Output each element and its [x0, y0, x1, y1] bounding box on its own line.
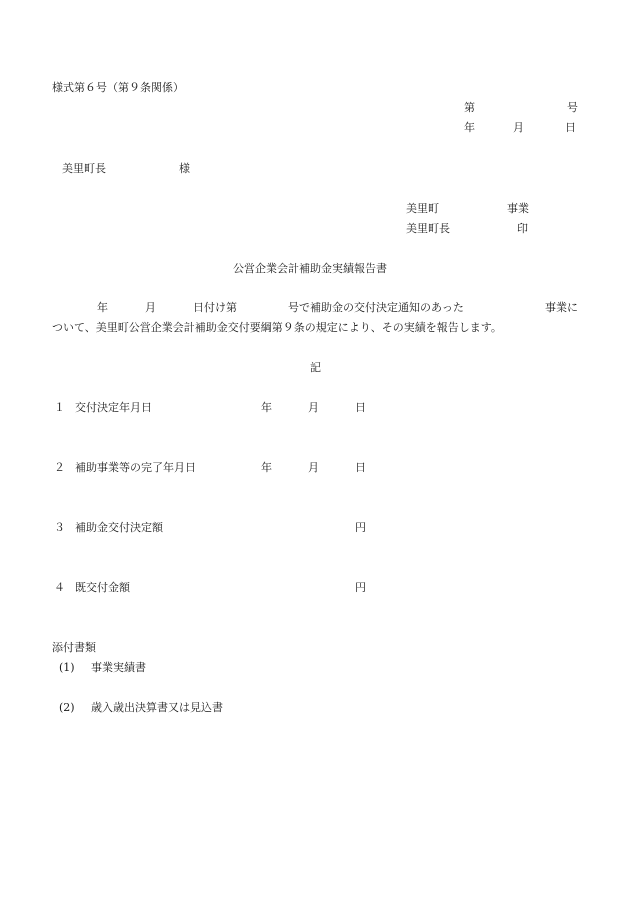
item-1-month: 月 — [308, 401, 319, 414]
ki-heading: 記 — [310, 361, 321, 374]
item-3-number: ３ — [54, 521, 65, 534]
body-month: 月 — [145, 301, 156, 314]
item-2-year: 年 — [261, 461, 272, 474]
item-1-day: 日 — [355, 401, 366, 414]
item-2-label: 補助事業等の完了年月日 — [75, 461, 196, 474]
attachment-2-number: (2) — [59, 701, 75, 714]
sender-business: 事業 — [507, 202, 529, 215]
doc-date-month: 月 — [513, 121, 524, 134]
doc-date-year: 年 — [464, 121, 475, 134]
item-2-month: 月 — [308, 461, 319, 474]
item-3-label: 補助金交付決定額 — [75, 521, 163, 534]
item-4-yen: 円 — [355, 581, 366, 594]
sender-town: 美里町 — [406, 202, 439, 215]
doc-number-suffix: 号 — [567, 101, 578, 114]
item-4-label: 既交付金額 — [75, 581, 130, 594]
item-2-number: ２ — [54, 461, 65, 474]
attachment-1-label: 事業実績書 — [91, 661, 146, 674]
item-1-number: １ — [54, 401, 65, 414]
sender-title: 美里町長 — [406, 222, 450, 235]
item-2-day: 日 — [355, 461, 366, 474]
addressee-name: 美里町長 — [62, 162, 106, 175]
doc-date-day: 日 — [565, 121, 576, 134]
attachment-1-number: (1) — [59, 661, 75, 674]
document-title: 公営企業会計補助金実績報告書 — [233, 262, 387, 275]
addressee-honorific: 様 — [179, 162, 190, 175]
attachments-heading: 添付書類 — [52, 641, 96, 654]
body-notice: 号で補助金の交付決定通知のあった — [288, 301, 464, 314]
attachment-2-label: 歳入歳出決算書又は見込書 — [91, 701, 223, 714]
doc-number-prefix: 第 — [464, 101, 475, 114]
item-3-yen: 円 — [355, 521, 366, 534]
body-business: 事業に — [545, 301, 578, 314]
item-1-label: 交付決定年月日 — [75, 401, 152, 414]
item-1-year: 年 — [261, 401, 272, 414]
body-line-2: ついて、美里町公営企業会計補助金交付要綱第９条の規定により、その実績を報告します。 — [52, 321, 502, 334]
item-4-number: ４ — [54, 581, 65, 594]
body-dated-number: 日付け第 — [193, 301, 237, 314]
body-year: 年 — [97, 301, 108, 314]
form-label: 様式第６号（第９条関係） — [52, 81, 184, 94]
sender-seal: 印 — [517, 222, 528, 235]
